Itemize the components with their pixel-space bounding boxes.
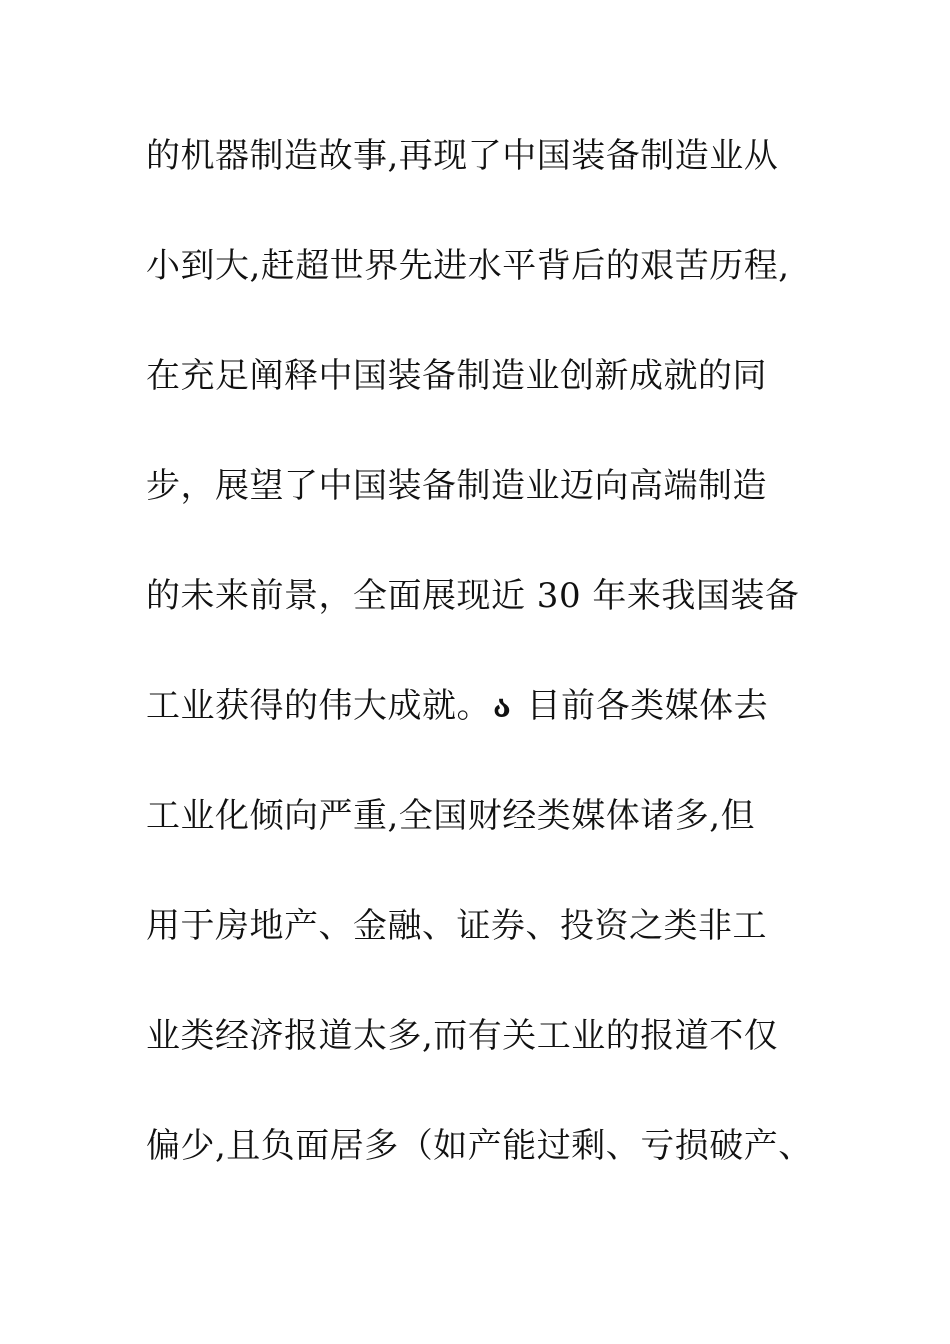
inline-symbol-glyph: ა	[493, 690, 512, 725]
text-line: 步，展望了中国装备制造业迈向高端制造	[146, 466, 767, 506]
text-line: 的未来前景，全面展现近 30 年来我国装备	[146, 576, 800, 616]
text-line: 小到大,赶超世界先进水平背后的艰苦历程,	[146, 246, 790, 286]
text-line: 工业化倾向严重,全国财经类媒体诸多,但	[146, 796, 756, 836]
body-text	[146, 128, 846, 1228]
text-segment: 目前各类媒体去	[515, 686, 769, 726]
text-line: 用于房地产、金融、证券、投资之类非工	[146, 906, 767, 946]
text-segment: 工业获得的伟大成就。	[146, 686, 491, 726]
text-line	[146, 678, 846, 788]
text-line: 的机器制造故事,再现了中国装备制造业从	[146, 136, 779, 176]
text-line: 偏少,且负面居多（如产能过剩、亏损破产、	[146, 1126, 813, 1166]
text-line: 在充足阐释中国装备制造业创新成就的同	[146, 356, 767, 396]
text-line: 业类经济报道太多,而有关工业的报道不仅	[146, 1016, 779, 1056]
